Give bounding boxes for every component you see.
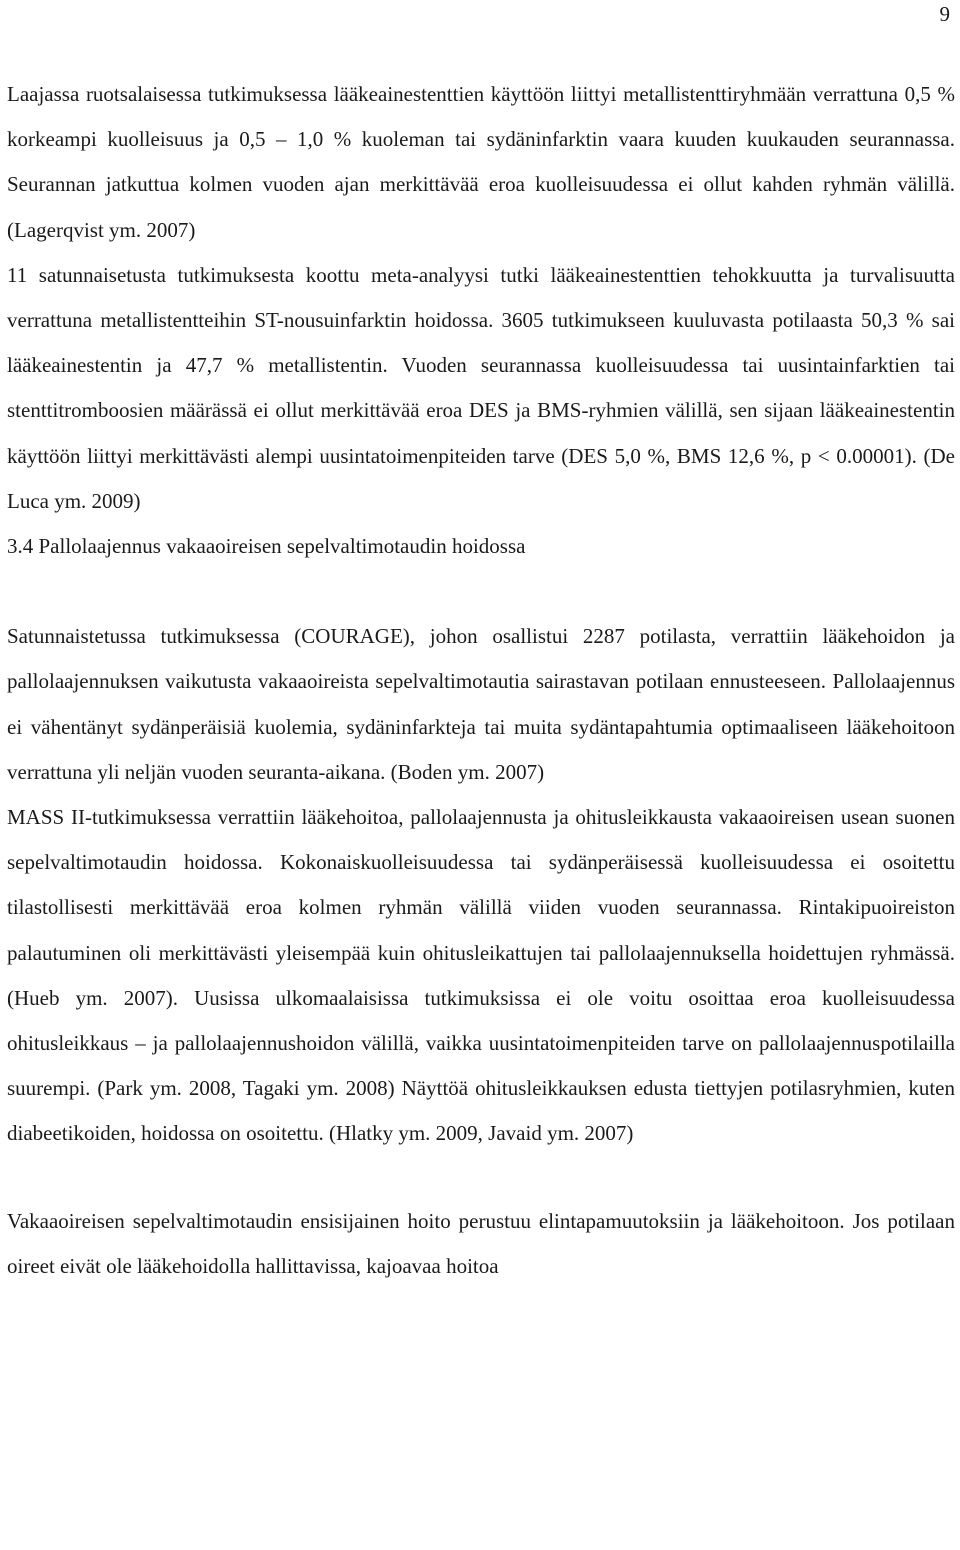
paragraph-meta-analysis: 11 satunnaisetusta tutkimuksesta koottu meta-analyysi tutki lääkeainestenttien tehokkuutta ja turvalisuutta verrattuna metallistentteihin ST-nousuinfarktin hoidossa. 3605 tutkimukseen kuuluvasta potilaasta 50,3 % sai lääkeainestentin ja 47,7 % metallistentin. Vuoden seurannassa kuolleisuudessa tai uusintainfarktien tai stenttitromboosien määrässä ei ollut merkittävää eroa DES ja BMS-ryhmien välillä, sen sijaan lääkeainestentin käyttöön liittyi merkittävästi alempi uusintatoimenpiteiden tarve (DES 5,0 %, BMS 12,6 %, p < 0.00001). (De Luca ym. 2009) [7, 262, 955, 513]
paragraph-lagerqvist: Laajassa ruotsalaisessa tutkimuksessa lääkeainestenttien käyttöön liittyi metallistenttiryhmään verrattuna 0,5 % korkeampi kuolleisuus ja 0,5 – 1,0 % kuoleman tai sydäninfarktin vaara kuuden kuukauden seurannassa. Seurannan jatkuttua kolmen vuoden ajan merkittävää eroa kuolleisuudessa ei ollut kahden ryhmän välillä. (Lagerqvist ym. 2007) [7, 82, 955, 242]
paragraph-courage: Satunnaistetussa tutkimuksessa (COURAGE), johon osallistui 2287 potilasta, verrattiin lääkehoidon ja pallolaajennuksen vaikutusta vakaaoireista sepelvaltimotautia sairastavan potilaan ennusteeseen. Pallolaajennus ei vähentänyt sydänperäisiä kuolemia, sydäninfarkteja tai muita sydäntapahtumia optimaaliseen lääkehoitoon verrattuna yli neljän vuoden seuranta-aikana. (Boden ym. 2007) [7, 624, 955, 784]
document-body [7, 72, 955, 1289]
section-heading: 3.4 Pallolaajennus vakaaoireisen sepelvaltimotaudin hoidossa [7, 534, 526, 559]
paragraph-mass-ii: MASS II-tutkimuksessa verrattiin lääkehoitoa, pallolaajennusta ja ohitusleikkausta vakaaoireisen usean suonen sepelvaltimotaudin hoidossa. Kokonaiskuolleisuudessa tai sydänperäisessä kuolleisuudessa ei osoitettu tilastollisesti merkittävää eroa kolmen ryhmän välillä viiden vuoden seurannassa. Rintakipuoireiston palautuminen oli merkittävästi yleisempää kuin ohitusleikattujen tai pallolaajennuksella hoidettujen ryhmässä. (Hueb ym. 2007). Uusissa ulkomaalaisissa tutkimuksissa ei ole voitu osoittaa eroa kuolleisuudessa ohitusleikkaus – ja pallolaajennushoidon välillä, vaikka uusintatoimenpiteiden tarve on pallolaajennuspotilailla suurempi. (Park ym. 2008, Tagaki ym. 2008) Näyttöä ohitusleikkauksen edusta tiettyjen potilasryhmien, kuten diabeetikoiden, hoidossa on osoitettu. (Hlatky ym. 2009, Javaid ym. 2007) [7, 805, 955, 1146]
page-number: 9 [939, 2, 950, 26]
paragraph-treatment: Vakaaoireisen sepelvaltimotaudin ensisijainen hoito perustuu elintapamuutoksiin ja lääkehoitoon. Jos potilaan oireet eivät ole lääkehoidolla hallittavissa, kajoavaa hoitoa [7, 1208, 955, 1278]
